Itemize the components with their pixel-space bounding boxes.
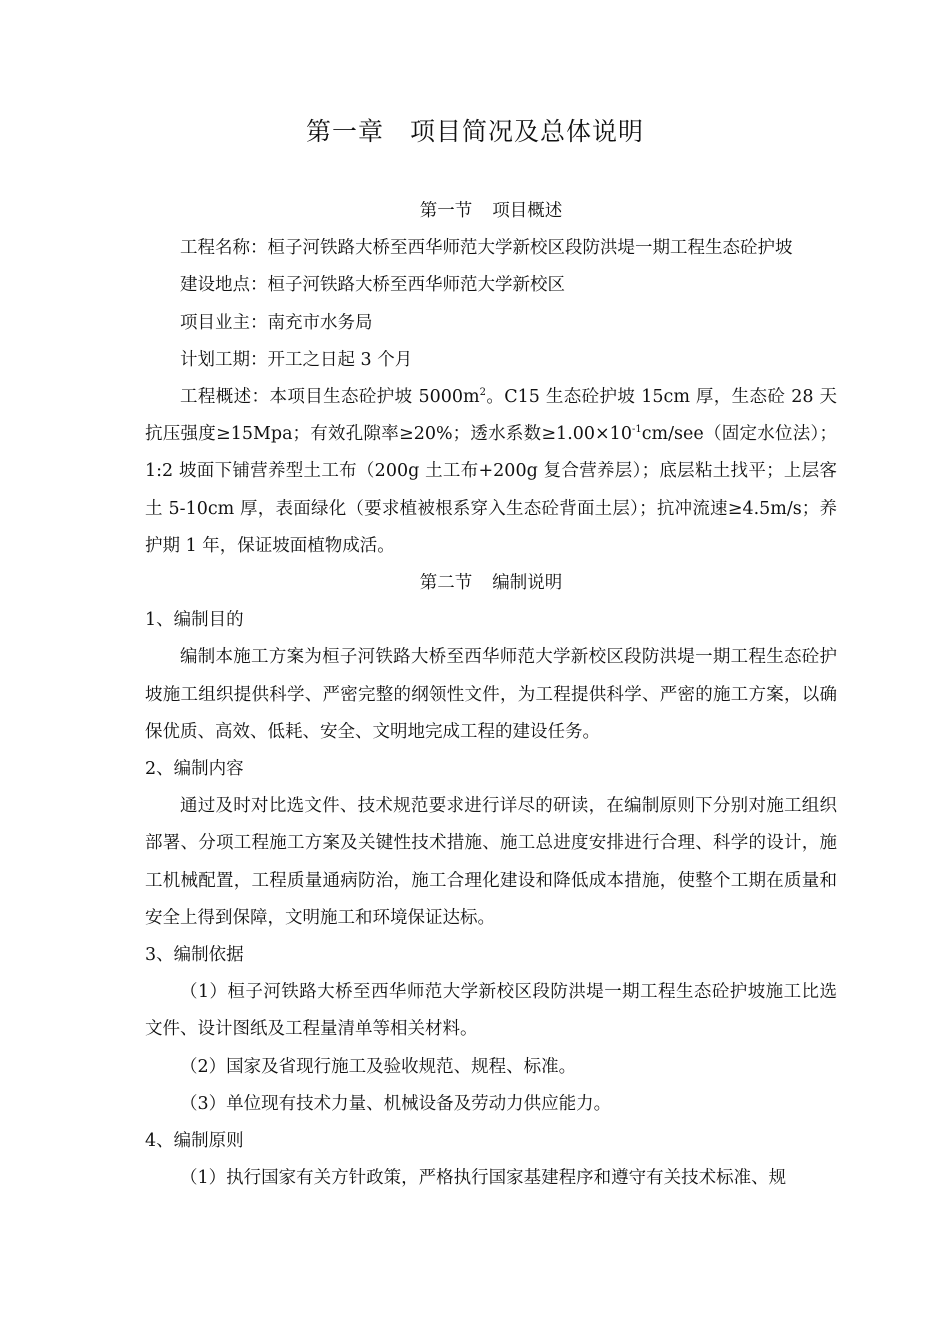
purpose-heading: 1、编制目的 [145, 610, 244, 631]
basis-item-2: （2）国家及省现行施工及验收规范、规程、标准。 [180, 1056, 577, 1077]
document-body [145, 193, 837, 1197]
basis-item-1: （1）桓子河铁路大桥至西华师范大学新校区段防洪堤一期工程生态砼护坡施工比选文件、设计图纸及工程量清单等相关材料。 [145, 982, 837, 1040]
basis-item-3: （3）单位现有技术力量、机械设备及劳动力供应能力。 [180, 1093, 612, 1114]
project-owner: 项目业主：南充市水务局 [180, 312, 373, 333]
principle-item-1: （1）执行国家有关方针政策，严格执行国家基建程序和遵守有关技术标准、规 [180, 1168, 787, 1189]
section-heading-1: 第一节 项目概述 [419, 201, 563, 221]
chapter-number: 第一章 [305, 117, 384, 146]
chapter-heading [0, 112, 950, 148]
superscript-area: 2 [479, 387, 486, 399]
content-heading: 2、编制内容 [145, 759, 244, 780]
purpose-text: 编制本施工方案为桓子河铁路大桥至西华师范大学新校区段防洪堤一期工程生态砼护坡施工组织提供科学、严密完整的纲领性文件，为工程提供科学、严密的施工方案，以确保优质、高效、低耗、安全、文明地完成工程的建设任务。 [145, 647, 837, 742]
principle-heading: 4、编制原则 [145, 1131, 244, 1152]
project-period: 计划工期：开工之日起 3 个月 [180, 349, 413, 370]
project-name: 工程名称：桓子河铁路大桥至西华师范大学新校区段防洪堤一期工程生态砼护坡 [180, 238, 793, 259]
chapter-title: 项目简况及总体说明 [410, 117, 645, 146]
project-location: 建设地点：桓子河铁路大桥至西华师范大学新校区 [180, 275, 565, 296]
content-text: 通过及时对比选文件、技术规范要求进行详尽的研读，在编制原则下分别对施工组织部署、分项工程施工方案及关键性技术措施、施工总进度安排进行合理、科学的设计，施工机械配置，工程质量通病防治，施工合理化建设和降低成本措施，使整个工期在质量和安全上得到保障，文明施工和环境保证达标。 [145, 796, 837, 928]
basis-heading: 3、编制依据 [145, 945, 244, 966]
project-overview: 工程概述：本项目生态砼护坡 $5000m^2$。C15 生态砼护坡 15cm 厚，生态砼 28 天抗压强度≥15Mpa；有效孔隙率≥20%；透水系数$\ge 1.00\times 10^{-1}cm/see$（固定水位法）；1:2 坡面下铺营养型土工布（200g 土工布+200g 复合营养层）；底层粘土找平；上层客土 5-10cm 厚，表面绿化（要求植被根系穿入生态砼背面土层）；抗冲流速≥4.5m/s；养护期 1 年，保证坡面植物成活。 [145, 387, 838, 556]
superscript-exponent: -1 [631, 424, 642, 436]
section-heading-2: 第二节 编制说明 [419, 573, 563, 594]
